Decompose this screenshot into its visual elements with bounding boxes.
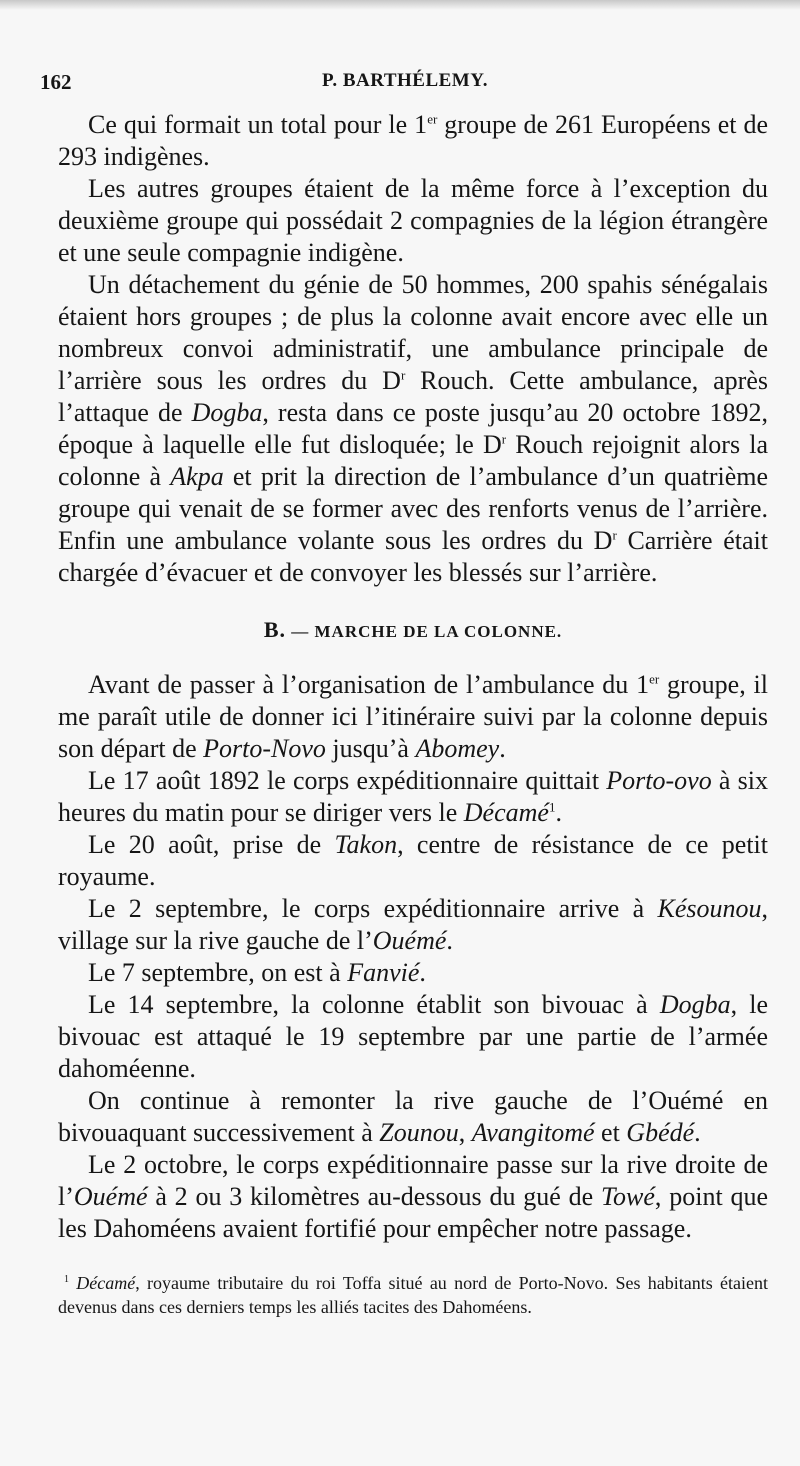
paragraph: Ce qui formait un total pour le 1er groupe de 261 Européens et de 293 indigènes. bbox=[58, 110, 769, 171]
page-number: 162 bbox=[40, 70, 72, 94]
paragraph: Le 2 octobre, le corps expéditionnaire passe sur la rive droite de l’Ouémé à 2 ou 3 kilomètres au-dessous du gué de Towé, point que les Dahoméens avaient fortifié pour empêcher notre passage. bbox=[58, 1150, 768, 1243]
page-body bbox=[58, 109, 768, 1319]
page-header bbox=[40, 70, 770, 104]
running-title: P. BARTHÉLEMY. bbox=[322, 70, 488, 91]
paragraph: Le 2 septembre, le corps expéditionnaire arrive à Késounou, village sur la rive gauche de l’Ouémé. bbox=[58, 894, 768, 955]
paragraph: Le 17 août 1892 le corps expéditionnaire quittait Porto-ovo à six heures du matin pour se diriger vers le Décamé$^1$. bbox=[58, 766, 768, 827]
paragraph: Le 7 septembre, on est à Fanvié. bbox=[88, 958, 426, 987]
section-heading: B. — MARCHE DE LA COLONNE. bbox=[263, 617, 563, 642]
footnote: $^1$ Décamé, royaume tributaire du roi Toffa situé au nord de Porto-Novo. Ses habitants étaient devenus dans ces derniers temps les alliés tacites des Dahoméens. bbox=[58, 1273, 769, 1317]
paragraph: Un détachement du génie de 50 hommes, 200 spahis sénégalais étaient hors groupes ; de plus la colonne avait encore avec elle un nombreux convoi administratif, une ambulance principale de l’arrière sous les ordres du $D^r$ Rouch. Cette ambulance, après l’attaque de Dogba, resta dans ce poste jusqu’au 20 octobre 1892, époque à laquelle elle fut disloquée; le $D^r$ Rouch rejoignit alors la colonne à Akpa et prit la direction de l’ambulance d’un quatrième groupe qui venait de se former avec des renforts venus de l’arrière. Enfin une ambulance volante sous les ordres du $D^r$ Carrière était chargée d’évacuer et de convoyer les blessés sur l’arrière. bbox=[58, 270, 769, 587]
paragraph: Avant de passer à l’organisation de l’ambulance du 1er groupe, il me paraît utile de donner ici l’itinéraire suivi par la colonne depuis son départ de Porto-Novo jusqu’à Abomey. bbox=[58, 670, 768, 763]
scan-edge bbox=[0, 0, 800, 10]
paragraph: Le 20 août, prise de Takon, centre de résistance de ce petit royaume. bbox=[58, 830, 769, 891]
paragraph: On continue à remonter la rive gauche de l’Ouémé en bivouaquant successivement à Zounou, Avangitomé et Gbédé. bbox=[58, 1086, 768, 1147]
paragraph: Les autres groupes étaient de la même force à l’exception du deuxième groupe qui possédait 2 compagnies de la légion étrangère et une seule compagnie indigène. bbox=[58, 174, 768, 267]
footnote-ref: 1 bbox=[548, 799, 556, 815]
paragraph: Le 14 septembre, la colonne établit son bivouac à Dogba, le bivouac est attaqué le 19 septembre par une partie de l’armée dahoméenne. bbox=[58, 990, 768, 1083]
